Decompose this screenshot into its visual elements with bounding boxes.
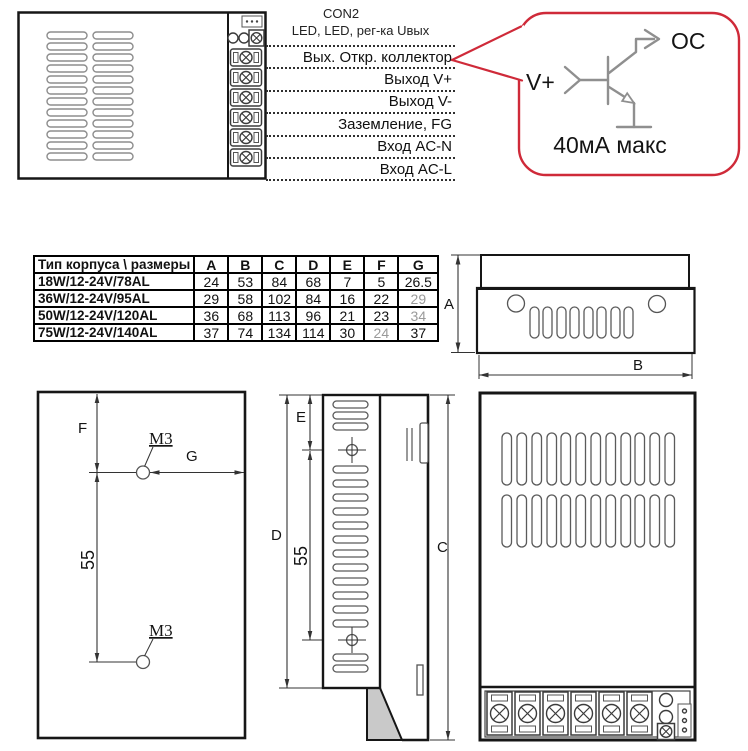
dimension-cell: 37 [398,324,438,341]
dimension-cell: 58 [228,290,262,307]
psu-side-view-drawing [440,245,748,382]
dimension-cell: 34 [398,307,438,324]
dim-b [479,354,692,379]
dim-e [296,395,312,450]
table-header [34,256,438,273]
psu-front-view-drawing [17,11,267,181]
pin-label: Вых. Откр. коллектор [266,47,455,69]
psu-mounting-view-drawing [30,388,255,748]
model-name-cell: 50W/12-24V/120AL [34,307,194,324]
dimension-cell: 134 [262,324,296,341]
mounting-hole [137,656,150,669]
pin-label: Вход AC-N [266,137,455,159]
svg-text:G: G [186,448,198,465]
model-name-cell: 18W/12-24V/78AL [34,273,194,290]
table-row [34,273,438,290]
open-collector-callout [440,0,748,190]
svg-text:M3: M3 [149,621,173,640]
dimension-cell: 23 [364,307,398,324]
svg-text:A: A [444,296,455,313]
dimension-cell: 102 [262,290,296,307]
adjust-screw [658,724,675,740]
psu-profile-view-drawing [265,388,455,748]
dimension-cell: 29 [398,290,438,307]
svg-text:F: F [78,420,88,437]
table-col-header: C [262,256,296,273]
svg-text:B: B [633,357,644,374]
table-corner-header: Тип корпуса \ размеры [34,256,194,273]
table-col-header: F [364,256,398,273]
dimension-cell: 37 [194,324,228,341]
pin-label-list [266,45,455,181]
pin-label: Выход V- [266,92,455,114]
dim-a [444,255,480,353]
svg-text:55: 55 [291,545,311,566]
pin-label: Вход AC-L [266,159,455,181]
dimension-cell: 24 [194,273,228,290]
oc-label: OC [671,28,706,54]
dimension-cell: 16 [330,290,364,307]
dim-d [271,395,289,688]
table-col-header: B [228,256,262,273]
dimension-cell: 7 [330,273,364,290]
dimension-cell: 68 [228,307,262,324]
table-row [34,290,438,307]
vplus-label: V+ [526,69,555,95]
dimension-cell: 53 [228,273,262,290]
dimension-cell: 30 [330,324,364,341]
table-body [34,273,438,341]
svg-text:E: E [296,409,307,426]
terminal-cover-profile [367,688,402,740]
table-col-header: A [194,256,228,273]
table-row [34,324,438,341]
dimension-cell: 68 [296,273,330,290]
dimension-cell: 36 [194,307,228,324]
mounting-hole [137,466,150,479]
dimensions-table [33,255,439,342]
dim-55 [291,451,312,640]
model-name-cell: 36W/12-24V/95AL [34,290,194,307]
con2-pin-labels [266,0,455,185]
con2-title: CON2 [322,6,360,21]
dimension-cell: 21 [330,307,364,324]
dimension-cell: 84 [262,273,296,290]
pin-label: Заземление, FG [266,114,455,136]
dimension-cell: 84 [296,290,330,307]
con2-subtitle: LED, LED, рег-ка Uвых [291,23,430,38]
dimension-cell: 26.5 [398,273,438,290]
dimension-cell: 22 [364,290,398,307]
svg-text:M3: M3 [149,429,173,448]
table-col-header: G [398,256,438,273]
current-limit-label: 40мА макс [553,132,667,158]
dimension-cell: 114 [296,324,330,341]
dimension-cell: 113 [262,307,296,324]
dimension-cell: 24 [364,324,398,341]
table-col-header: E [330,256,364,273]
dimension-cell: 29 [194,290,228,307]
con2-connector-icon [678,704,691,737]
table-col-header: D [296,256,330,273]
dim-c [430,395,455,740]
pin-label: Выход V+ [266,69,455,91]
svg-text:C: C [437,539,448,556]
model-name-cell: 75W/12-24V/140AL [34,324,194,341]
table-row [34,307,438,324]
svg-text:55: 55 [78,549,98,570]
dimension-cell: 74 [228,324,262,341]
psu-top-view-drawing [475,388,725,748]
dimension-cell: 5 [364,273,398,290]
side-clip-detail [407,423,428,695]
dimension-cell: 96 [296,307,330,324]
svg-text:D: D [271,527,282,544]
